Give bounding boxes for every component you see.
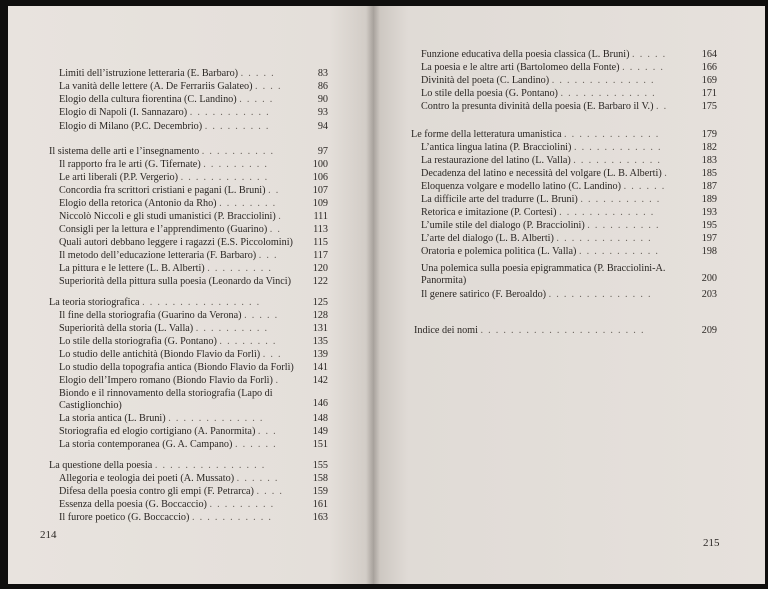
right-toc-entry <box>421 289 651 301</box>
toc-entry-title: Elogio di Milano (P.C. Decembrio) <box>59 121 203 132</box>
left-toc-page-number: 93 <box>317 107 328 118</box>
left-toc-page-number: 146 <box>312 398 328 409</box>
dot-leader: . . <box>653 101 667 112</box>
left-toc-entry <box>59 336 275 348</box>
toc-entry-title: Le forme della letteratura umanistica <box>411 129 562 140</box>
toc-entry-title: Storiografia ed elogio cortigiano (A. Panormita) <box>59 426 256 437</box>
left-toc-page-number: 159 <box>312 486 328 497</box>
right-toc-page-number: 164 <box>701 49 717 60</box>
toc-entry-title: Retorica e imitazione (P. Cortesi) <box>421 207 557 218</box>
left-toc-page-number: 141 <box>312 362 328 373</box>
left-toc-page-number: 142 <box>312 375 328 386</box>
left-toc-entry <box>49 460 264 472</box>
dot-leader: . . . . . . . . . . <box>584 220 659 231</box>
left-toc-entry <box>59 310 277 322</box>
left-toc-page-number: 106 <box>312 172 328 183</box>
right-toc-entry <box>421 62 663 74</box>
toc-entry-title: Lo studio della topografia antica (Biondo Flavio da Forlì) <box>59 362 294 373</box>
toc-entry-title: La questione della poesia <box>49 460 153 471</box>
right-toc-page-number: 185 <box>701 168 717 179</box>
right-toc-entry <box>421 220 659 232</box>
left-toc-entry <box>49 146 273 158</box>
right-toc-entry <box>421 233 651 245</box>
toc-entry-title: La storia antica (L. Bruni) <box>59 413 166 424</box>
dot-leader: . . . . . . . . . <box>204 263 271 274</box>
dot-leader: . . . . . . . . . . . . . . <box>549 75 654 86</box>
left-toc-entry <box>59 198 275 210</box>
dot-leader: . . . . . . . . . . . . . <box>556 207 654 218</box>
left-toc-entry <box>59 224 280 236</box>
dot-leader: . . . . . . . . . . . . <box>570 155 660 166</box>
dot-leader: . . . . . . <box>619 62 663 73</box>
toc-entry-title: Il genere satirico (F. Beroaldo) <box>421 289 547 300</box>
toc-entry-title: Elogio di Napoli (I. Sannazaro) <box>59 107 188 118</box>
toc-entry-title: Biondo e il rinnovamento della storiografia (Lapo di Castiglionchio) <box>59 388 273 411</box>
left-toc-entry <box>59 375 278 387</box>
toc-entry-title: La vanità delle lettere (A. De Ferrariis Galateo) <box>59 81 253 92</box>
left-toc-page-number: 128 <box>312 310 328 321</box>
dot-leader: . . . . . . <box>621 181 665 192</box>
dot-leader: . . . . . <box>241 310 278 321</box>
dot-leader: . <box>661 168 667 179</box>
left-toc-page-number: 111 <box>313 211 328 222</box>
right-toc-page-number: 179 <box>701 129 717 140</box>
dot-leader: . . . . . . . . . . . . . . . <box>152 460 265 471</box>
right-toc-page-number: 193 <box>701 207 717 218</box>
dot-leader: . . . . . . . . . <box>200 159 267 170</box>
toc-entry-title: La storia contemporanea (G. A. Campano) <box>59 439 233 450</box>
toc-entry-title: La difficile arte del tradurre (L. Bruni) <box>421 194 578 205</box>
dot-leader: . . . . . . . . . . . . <box>178 172 268 183</box>
dot-leader: . . . . . . . . . . . <box>577 194 660 205</box>
dot-leader: . . . . . . . . . . . . . <box>561 129 659 140</box>
dot-leader: . <box>272 375 278 386</box>
dot-leader: . . . . . . . . <box>216 336 276 347</box>
dot-leader: . . . . . . . . . . . . . . <box>546 289 651 300</box>
left-toc-page-number: 107 <box>312 185 328 196</box>
left-toc-entry <box>59 276 291 288</box>
dot-leader: . . . <box>256 250 277 261</box>
left-toc-page-number: 90 <box>317 94 328 105</box>
toc-entry-title: Elogio della retorica (Antonio da Rho) <box>59 198 217 209</box>
dot-leader: . . . . <box>253 486 282 497</box>
toc-entry-title: L’arte del dialogo (L. B. Alberti) <box>421 233 554 244</box>
right-toc-page-number: 171 <box>701 88 717 99</box>
toc-entry-title: Decadenza del latino e necessità del volgare (L. B. Alberti) <box>421 168 662 179</box>
toc-entry-title: Consigli per la lettura e l’apprendimento (Guarino) <box>59 224 268 235</box>
right-toc-entry <box>421 263 681 287</box>
right-toc-entry <box>421 101 666 113</box>
toc-entry-title: La pittura e le lettere (L. B. Alberti) <box>59 263 205 274</box>
left-toc-page-number: 139 <box>312 349 328 360</box>
right-toc-page-number: 209 <box>701 325 717 336</box>
left-toc-entry <box>59 426 276 438</box>
left-toc-page-number: 131 <box>312 323 328 334</box>
dot-leader: . . . . . <box>629 49 666 60</box>
right-toc-page-number: 200 <box>701 273 717 284</box>
left-toc-page-number: 113 <box>313 224 328 235</box>
toc-entry-title: Allegoria e teologia dei poeti (A. Mussato) <box>59 473 235 484</box>
right-toc-page-number: 203 <box>701 289 717 300</box>
dot-leader: . . . . . . <box>234 473 278 484</box>
dot-leader: . . . <box>260 349 281 360</box>
left-toc-page-number: 122 <box>312 276 328 287</box>
left-toc-page-number: 149 <box>312 426 328 437</box>
left-toc-page-number: 86 <box>317 81 328 92</box>
right-toc-page-number: 182 <box>701 142 717 153</box>
toc-entry-title: Le arti liberali (P.P. Vergerio) <box>59 172 179 183</box>
dot-leader: . . . . . . . . <box>216 198 276 209</box>
right-toc-entry <box>421 155 660 167</box>
right-toc-entry <box>421 207 653 219</box>
dot-leader: . . . . . . . . . . . <box>189 512 271 523</box>
left-folio: 214 <box>40 529 57 541</box>
left-toc-entry <box>59 362 294 374</box>
book-gutter <box>366 6 380 584</box>
right-toc-entry <box>414 325 643 337</box>
right-toc-page-number: 183 <box>701 155 717 166</box>
right-toc-entry <box>421 181 664 193</box>
left-toc-entry <box>59 512 271 524</box>
left-toc-page-number: 117 <box>313 250 328 261</box>
toc-entry-title: Essenza della poesia (G. Boccaccio) <box>59 499 207 510</box>
right-toc-page-number: 189 <box>701 194 717 205</box>
toc-entry-title: Superiorità della storia (L. Valla) <box>59 323 194 334</box>
left-toc-page-number: 158 <box>312 473 328 484</box>
dot-leader: . . . . . . . . . . . <box>187 107 269 118</box>
toc-entry-title: Il sistema delle arti e l’insegnamento <box>49 146 200 157</box>
right-toc-entry <box>421 194 659 206</box>
left-toc-page-number: 135 <box>312 336 328 347</box>
right-toc-entry <box>421 168 667 180</box>
left-toc-page-number: 161 <box>312 499 328 510</box>
dot-leader: . . . . . . . . . . . . . <box>553 233 651 244</box>
toc-entry-title: Il rapporto fra le arti (G. Tifernate) <box>59 159 201 170</box>
toc-entry-title: Elogio dell’Impero romano (Biondo Flavio da Forlì) <box>59 375 273 386</box>
left-toc-page-number: 151 <box>312 439 328 450</box>
left-toc-entry <box>59 413 262 425</box>
toc-entry-title: La restaurazione del latino (L. Valla) <box>421 155 571 166</box>
left-toc-entry <box>59 107 269 119</box>
left-toc-page-number: 125 <box>312 297 328 308</box>
left-toc-page-number: 100 <box>312 159 328 170</box>
right-toc-page-number: 169 <box>701 75 717 86</box>
right-toc-page-number: 187 <box>701 181 717 192</box>
toc-entry-title: Niccolò Niccoli e gli studi umanistici (P. Bracciolini) <box>59 211 276 222</box>
dot-leader: . . . <box>255 426 276 437</box>
dot-leader: . . . . . . . . . <box>202 121 269 132</box>
toc-entry-title: L’umile stile del dialogo (P. Bracciolini) <box>421 220 585 231</box>
toc-entry-title: Il metodo dell’educazione letteraria (F. Barbaro) <box>59 250 257 261</box>
right-toc-entry <box>421 142 661 154</box>
toc-entry-title: Lo studio delle antichità (Biondo Flavio da Forlì) <box>59 349 261 360</box>
left-toc-entry <box>59 81 280 93</box>
dot-leader: . . . . . . . . . . . <box>576 246 658 257</box>
toc-entry-title: Elogio della cultura fiorentina (C. Landino) <box>59 94 237 105</box>
toc-entry-title: Oratoria e polemica politica (L. Valla) <box>421 246 577 257</box>
right-toc-entry <box>411 129 658 141</box>
dot-leader: . . . . . . . . . <box>206 499 274 510</box>
right-toc-entry <box>421 75 654 87</box>
left-toc-entry <box>49 297 259 309</box>
dot-leader: . . . . . . . . . . . . . <box>165 413 263 424</box>
toc-entry-title: Divinità del poeta (C. Landino) <box>421 75 550 86</box>
left-toc-page-number: 97 <box>317 146 328 157</box>
toc-entry-title: Funzione educativa della poesia classica (L. Bruni) <box>421 49 630 60</box>
dot-leader: . . . . . . . . . . . . . . . . . . . . . . <box>477 325 644 336</box>
left-toc-entry <box>59 250 277 262</box>
left-toc-entry <box>59 486 282 498</box>
left-toc-entry <box>59 121 268 133</box>
dot-leader: . . . . . . . . . . <box>193 323 268 334</box>
left-toc-entry <box>59 237 293 249</box>
dot-leader: . . . . . . . . . . <box>199 146 274 157</box>
toc-entry-title: Quali autori debbano leggere i ragazzi (E.S. Piccolomini) <box>59 237 293 248</box>
toc-entry-title: Lo stile della poesia (G. Pontano) <box>421 88 558 99</box>
toc-entry-title: Lo stile della storiografia (G. Pontano) <box>59 336 217 347</box>
toc-entry-title: Indice dei nomi <box>414 325 478 336</box>
dot-leader: . . . . . <box>238 68 274 79</box>
left-toc-entry <box>59 499 273 511</box>
toc-entry-title: Contro la presunta divinità della poesia (E. Barbaro il V.) <box>421 101 654 112</box>
left-toc-entry <box>59 68 274 80</box>
right-toc-page-number: 195 <box>701 220 717 231</box>
dot-leader: . . . . . . <box>232 439 276 450</box>
left-toc-page-number: 109 <box>312 198 328 209</box>
left-toc-entry <box>59 388 292 412</box>
dot-leader: . . . . <box>252 81 281 92</box>
toc-entry-title: Eloquenza volgare e modello latino (C. Landino) <box>421 181 622 192</box>
dot-leader: . <box>275 211 281 222</box>
right-toc-page-number: 175 <box>701 101 717 112</box>
left-toc-entry <box>59 172 267 184</box>
toc-entry-title: L’antica lingua latina (P. Bracciolini) <box>421 142 572 153</box>
left-toc-page-number: 83 <box>317 68 328 79</box>
toc-entry-title: Il furore poetico (G. Boccaccio) <box>59 512 190 523</box>
right-toc-entry <box>421 246 658 258</box>
toc-entry-title: La teoria storiografica <box>49 297 140 308</box>
toc-entry-title: Difesa della poesia contro gli empi (F. Petrarca) <box>59 486 254 497</box>
toc-entry-title: Limiti dell’istruzione letteraria (E. Barbaro) <box>59 68 239 79</box>
left-toc-page-number: 163 <box>312 512 328 523</box>
dot-leader: . . <box>265 185 279 196</box>
left-toc-entry <box>59 159 267 171</box>
left-toc-entry <box>59 185 278 197</box>
toc-entry-title: La poesia e le altre arti (Bartolomeo della Fonte) <box>421 62 620 73</box>
left-toc-entry <box>59 263 271 275</box>
toc-entry-title: Una polemica sulla poesia epigrammatica (P. Bracciolini-A. Panormita) <box>421 263 666 286</box>
left-toc-entry <box>59 349 281 361</box>
dot-leader: . . . . . <box>236 94 273 105</box>
right-toc-page-number: 198 <box>701 246 717 257</box>
left-toc-page-number: 94 <box>317 121 328 132</box>
right-toc-entry <box>421 88 655 100</box>
left-toc-entry <box>59 439 276 451</box>
left-toc-entry <box>59 211 281 223</box>
left-toc-page-number: 120 <box>312 263 328 274</box>
right-toc-page-number: 197 <box>701 233 717 244</box>
right-folio: 215 <box>703 537 720 549</box>
dot-leader: . . . . . . . . . . . . <box>571 142 661 153</box>
left-toc-page-number: 148 <box>312 413 328 424</box>
left-toc-entry <box>59 323 267 335</box>
left-toc-entry <box>59 94 272 106</box>
dot-leader: . . <box>267 224 280 235</box>
right-toc-entry <box>421 49 665 61</box>
left-toc-page-number: 155 <box>312 460 328 471</box>
toc-entry-title: Il fine della storiografia (Guarino da Verona) <box>59 310 242 321</box>
dot-leader: . . . . . . . . . . . . . <box>557 88 655 99</box>
toc-entry-title: Superiorità della pittura sulla poesia (Leonardo da Vinci) <box>59 276 292 287</box>
left-toc-page-number: 115 <box>313 237 328 248</box>
right-toc-page-number: 166 <box>701 62 717 73</box>
dot-leader: . . . . . . . . . . . . . . . . <box>139 297 260 308</box>
left-toc-entry <box>59 473 277 485</box>
toc-entry-title: Concordia fra scrittori cristiani e pagani (L. Bruni) <box>59 185 266 196</box>
